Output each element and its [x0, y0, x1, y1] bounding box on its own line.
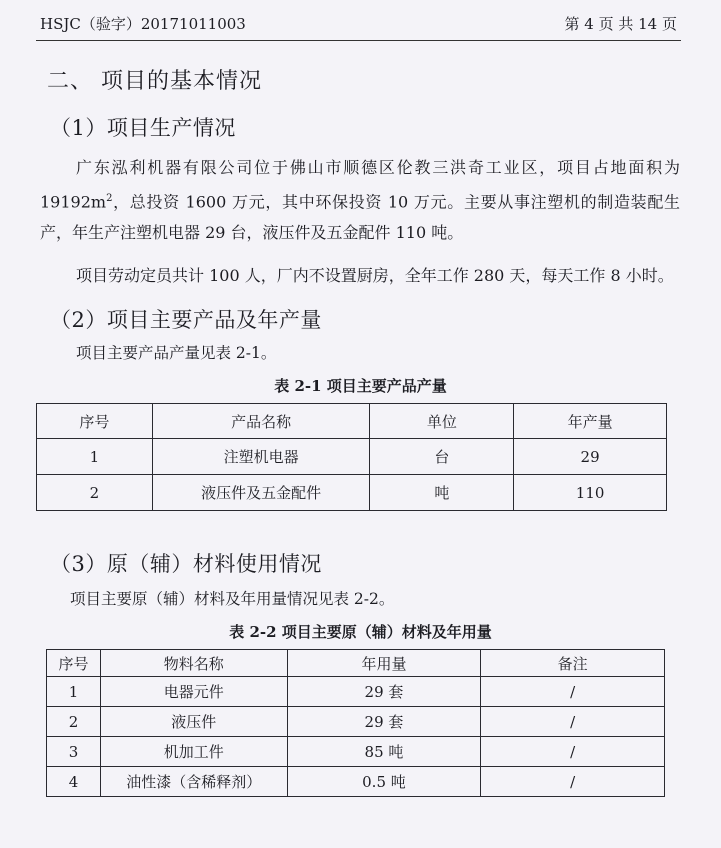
table-header: 备注	[481, 650, 665, 677]
table-header: 年用量	[287, 650, 481, 677]
table-cell: 液压件及五金配件	[152, 475, 370, 511]
table-row	[47, 737, 665, 767]
table-cell: /	[481, 677, 665, 707]
table-cell: 0.5 吨	[287, 767, 481, 797]
text-rest: ，总投资 1600 万元，其中环保投资 10 万元。主要从事注塑机的制造装配生产，年生产注塑机电器 29 台，液压件及五金配件 110 吨。	[40, 192, 680, 243]
table-header: 序号	[47, 650, 101, 677]
table-cell: 29 套	[287, 707, 481, 737]
table-row	[37, 475, 667, 511]
paragraph-staff	[40, 260, 680, 291]
table-cell: 吨	[370, 475, 514, 511]
table-cell: 机加工件	[100, 737, 287, 767]
header-rule	[36, 40, 681, 41]
text-staff: 项目劳动定员共计 100 人，厂内不设置厨房，全年工作 280 天，每天工作 8 小时。	[76, 266, 674, 285]
materials-table	[46, 649, 665, 797]
table-header: 产品名称	[152, 404, 370, 439]
table-cell: /	[481, 767, 665, 797]
table-cell: 85 吨	[287, 737, 481, 767]
table-2-1-caption: 表 2-1 项目主要产品产量	[274, 377, 447, 395]
table-cell: 2	[37, 475, 153, 511]
materials-note: 项目主要原（辅）材料及年用量情况见表 2-2。	[70, 590, 395, 608]
table-cell: 4	[47, 767, 101, 797]
table-cell: 1	[37, 439, 153, 475]
table-row	[47, 707, 665, 737]
table-header: 年产量	[514, 404, 667, 439]
text-area: 19192m	[40, 192, 107, 212]
table-row	[47, 767, 665, 797]
products-note: 项目主要产品产量见表 2-1。	[76, 344, 277, 362]
subsection-title-products: （2）项目主要产品及年产量	[50, 308, 322, 332]
paragraph-production	[40, 152, 680, 248]
table-cell: /	[481, 707, 665, 737]
table-cell: 台	[370, 439, 514, 475]
table-cell: 3	[47, 737, 101, 767]
table-cell: 1	[47, 677, 101, 707]
table-cell: 110	[514, 475, 667, 511]
table-header: 序号	[37, 404, 153, 439]
table-header: 物料名称	[100, 650, 287, 677]
table-cell: 油性漆（含稀释剂）	[100, 767, 287, 797]
section-title: 二、 项目的基本情况	[47, 69, 262, 94]
document-id: HSJC（验字）20171011003	[40, 15, 246, 33]
table-cell: 液压件	[100, 707, 287, 737]
subsection-title-production: （1）项目生产情况	[50, 116, 236, 140]
table-cell: 注塑机电器	[152, 439, 370, 475]
subsection-title-materials: （3）原（辅）材料使用情况	[50, 552, 322, 576]
text-superscript: 2	[106, 193, 113, 204]
table-header: 单位	[370, 404, 514, 439]
table-cell: 电器元件	[100, 677, 287, 707]
table-cell: 29 套	[287, 677, 481, 707]
table-cell: 2	[47, 707, 101, 737]
table-cell: 29	[514, 439, 667, 475]
table-cell: /	[481, 737, 665, 767]
table-row	[47, 677, 665, 707]
page-number: 第 4 页 共 14 页	[564, 15, 677, 33]
table-row	[37, 439, 667, 475]
text-intro: 广东泓利机器有限公司位于佛山市顺德区伦教三洪奇工业区，项目占地面积为	[76, 158, 680, 177]
products-table	[36, 403, 667, 511]
table-2-2-caption: 表 2-2 项目主要原（辅）材料及年用量	[229, 623, 492, 641]
